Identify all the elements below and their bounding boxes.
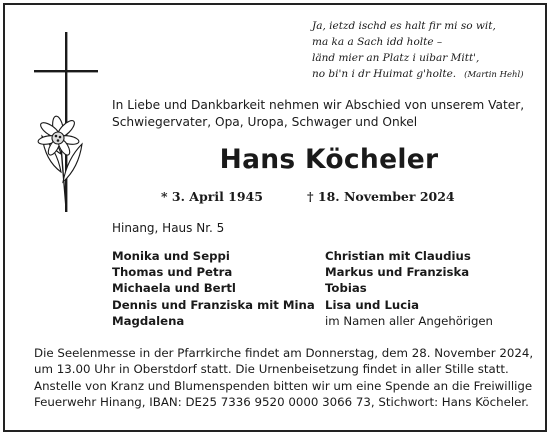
poem — [312, 18, 544, 83]
poem-author: (Martin Hehl) — [464, 70, 524, 80]
death-date: † 18. November 2024 — [307, 189, 455, 204]
notice-line: um 13.00 Uhr in Oberstdorf statt. Die Urnenbeisetzung findet in aller Stille statt. — [34, 362, 509, 377]
mourner-entry: Monika und Seppi — [112, 249, 230, 263]
cross-edelweiss-emblem — [28, 32, 104, 212]
intro-text: In Liebe und Dankbarkeit nehmen wir Abschied von unserem Vater, Schwiegervater, Opa, Uropa, Schwager und Onkel — [112, 98, 525, 129]
mourner-entry: Christian mit Claudius — [325, 249, 471, 263]
notice-line: Anstelle von Kranz und Blumenspenden bitten wir um eine Spende an die Freiwillige — [34, 378, 533, 393]
poem-line: länd mier an Platz i uibar Mitt', — [312, 52, 480, 64]
poem-line: Ja, ietzd ischd es halt fir mi so wit, — [312, 20, 496, 32]
poem-line — [312, 66, 544, 83]
cross-icon — [34, 32, 98, 212]
mourners-left-column — [112, 248, 315, 329]
mourner-entry: Lisa und Lucia — [325, 297, 420, 312]
notice-line: Die Seelenmesse in der Pfarrkirche findet am Donnerstag, dem 28. November 2024, — [34, 346, 534, 360]
mourner-entry: Tobias — [325, 281, 367, 296]
mourners-closing: im Namen aller Angehörigen — [325, 313, 493, 328]
birth-date: * 3. April 1945 — [161, 189, 263, 204]
mourner-entry: Dennis und Franziska mit Mina — [112, 297, 315, 312]
poem-line-text: no bi'n i dr Huimat g'holte. — [312, 68, 457, 80]
mourner-entry: Michaela und Bertl — [112, 281, 236, 296]
deceased-name: Hans Köcheler — [219, 144, 439, 175]
poem-line: ma ka a Sach idd holte – — [312, 36, 443, 48]
mourner-entry: Thomas und Petra — [112, 265, 233, 280]
mourner-entry: Markus und Franziska — [325, 265, 470, 280]
service-notice — [34, 345, 534, 410]
address: Hinang, Haus Nr. 5 — [112, 221, 225, 235]
mourner-entry: Magdalena — [112, 313, 185, 328]
notice-line: Feuerwehr Hinang, IBAN: DE25 7336 9520 0000 3066 73, Stichwort: Hans Köcheler. — [34, 394, 529, 409]
mourners-right-column — [325, 248, 493, 329]
